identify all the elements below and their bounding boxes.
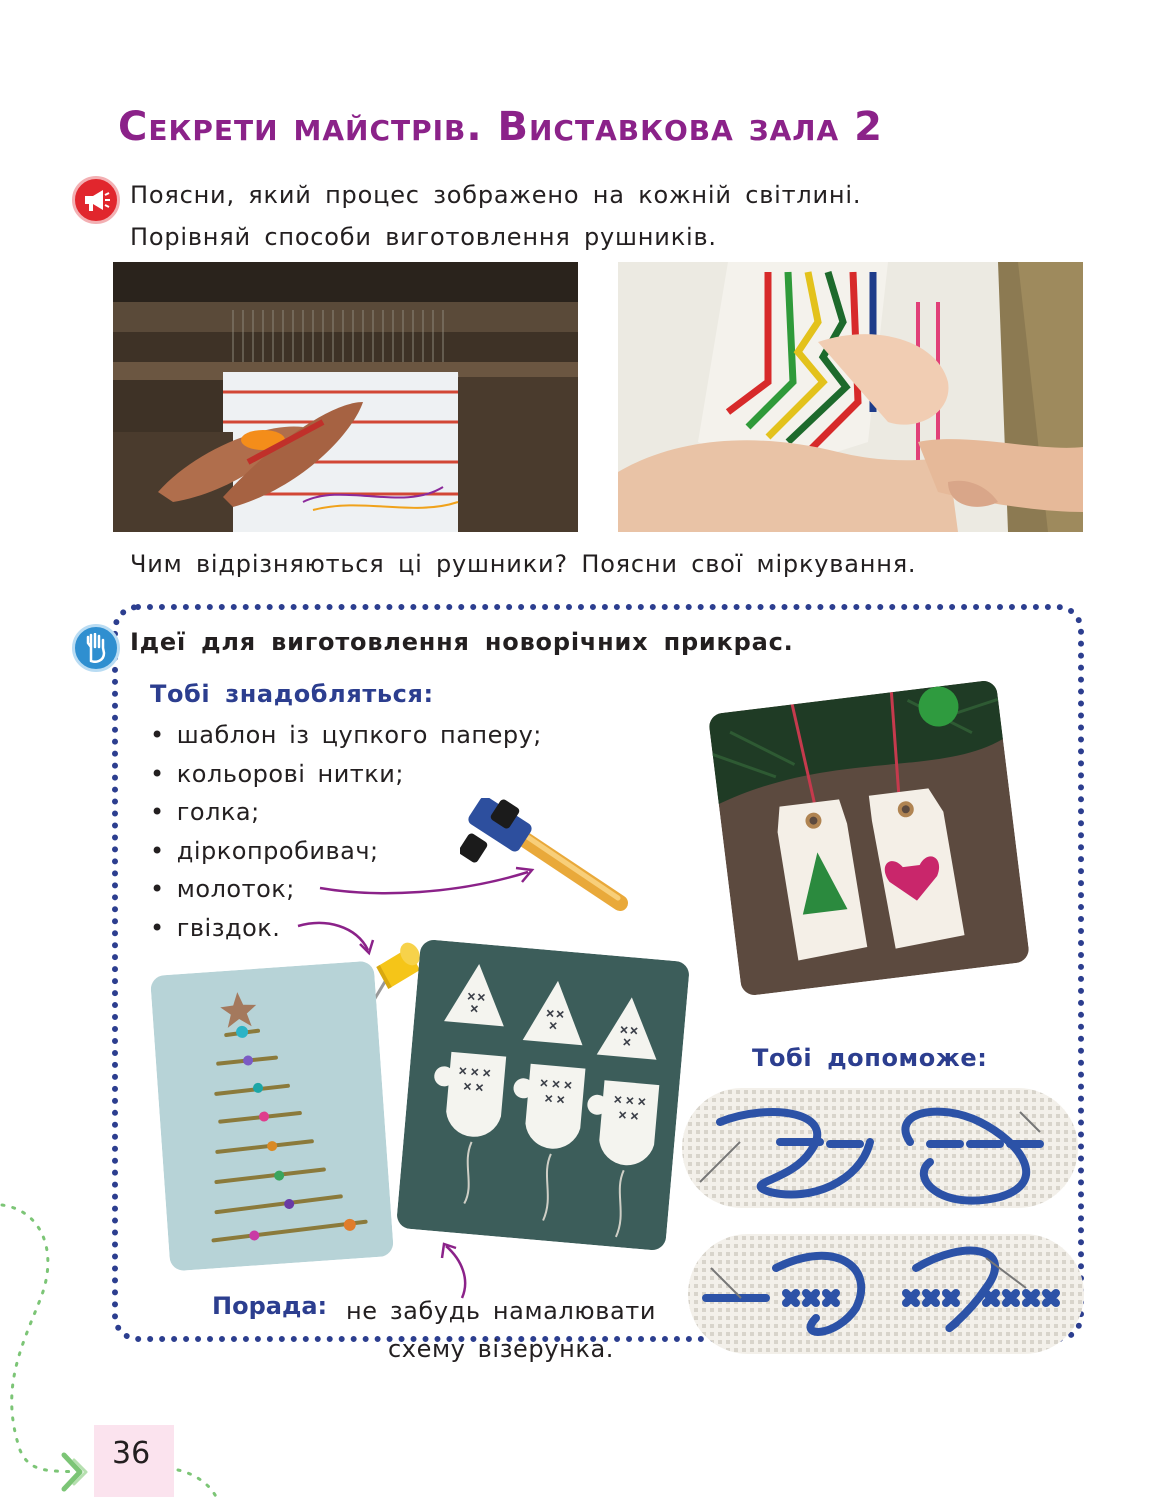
tip-text: [336, 1292, 666, 1368]
task-line-1: Поясни, який процес зображено на кожній світлині.: [130, 181, 862, 209]
page-title: Секрети майстрів. Виставкова зала 2: [118, 104, 883, 150]
list-item: • кольорові нитки;: [150, 755, 542, 794]
tip-arrow: [432, 1240, 472, 1300]
tip-line-1: не забудь намалювати: [345, 1297, 657, 1325]
materials-heading: Тобі знадобляться:: [150, 680, 434, 708]
hand-icon: [72, 624, 120, 672]
comparison-question: Чим відрізняються ці рушники? Поясни свої міркування.: [130, 550, 917, 578]
arrow-to-nail: [296, 918, 376, 958]
help-heading: Тобі допоможе:: [752, 1044, 988, 1072]
stitch-diagram-bottom: [686, 1228, 1086, 1360]
list-item: • молоток;: [150, 870, 542, 909]
task-line-2: Порівняй способи виготовлення рушників.: [130, 223, 717, 251]
embroidered-ornaments-photo: [396, 939, 690, 1251]
hammer-icon: [460, 798, 635, 918]
stitch-diagram-top: [680, 1082, 1080, 1214]
list-item: • діркопробивач;: [150, 832, 542, 871]
megaphone-icon: [72, 176, 120, 224]
page-number: 36: [112, 1436, 151, 1471]
tip-line-2: схему візерунка.: [387, 1335, 614, 1363]
gift-tags-photo: [708, 679, 1030, 996]
ideas-title: Ідеї для виготовлення новорічних прикрас.: [130, 628, 794, 656]
cross-stitch-embroidery-photo: [618, 262, 1083, 532]
weaving-loom-photo: [113, 262, 578, 532]
list-item: • гвіздок.: [150, 909, 542, 948]
list-item: • шаблон із цупкого паперу;: [150, 716, 542, 755]
task-instructions: [130, 174, 861, 258]
tip-label: Порада:: [212, 1292, 328, 1320]
list-item: • голка;: [150, 793, 542, 832]
stick-tree-photo: [150, 961, 394, 1272]
